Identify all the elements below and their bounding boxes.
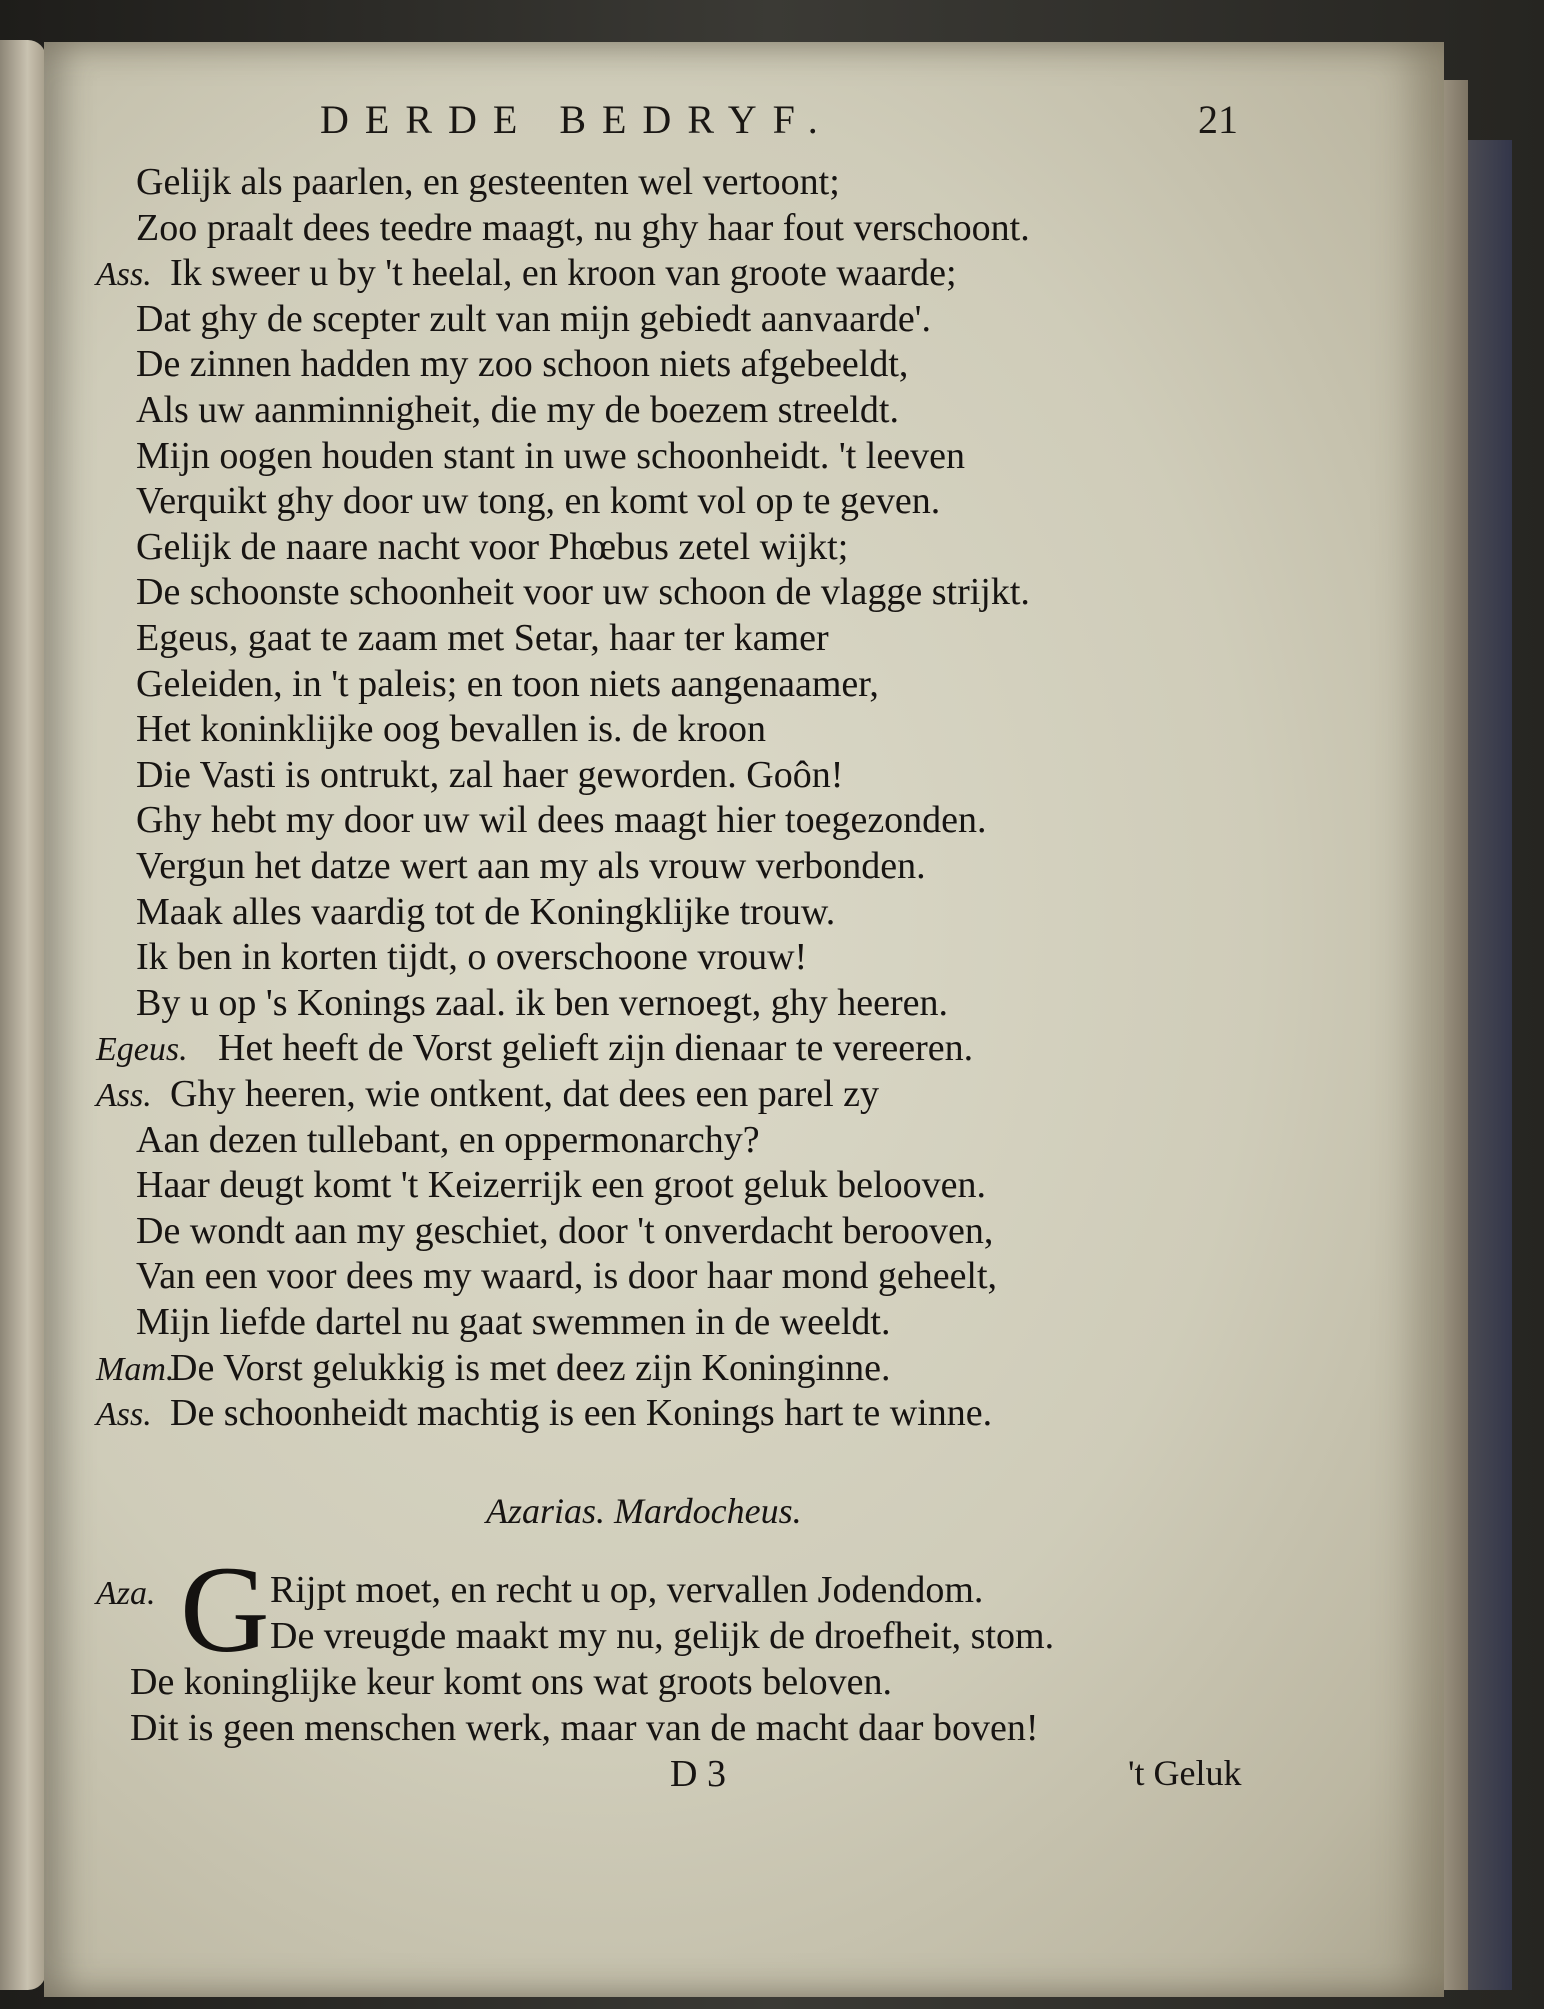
speaker-label: Ass. (96, 1396, 152, 1434)
verse-line: Aan dezen tullebant, en oppermonarchy? (136, 1118, 760, 1161)
verse-line: Mijn liefde dartel nu gaat swemmen in de weeldt. (136, 1301, 891, 1343)
verse-line: Het heeft de Vorst gelieft zijn dienaar te vereeren. (218, 1027, 974, 1070)
verse-line: Gelijk de naare nacht voor Phœbus zetel wijkt; (136, 525, 849, 568)
verse-line: Ghy hebt my door uw wil dees maagt hier toegezonden. (136, 799, 987, 842)
verse-line: De vreugde maakt my nu, gelijk de droefheit, stom. (270, 1615, 1055, 1657)
verse-line: De schoonste schoonheit voor uw schoon de vlagge strijkt. (136, 571, 1030, 614)
verse-line: Dit is geen menschen werk, maar van de macht daar boven! (130, 1707, 1039, 1749)
verse-line: Zoo praalt dees teedre maagt, nu ghy haar fout verschoont. (136, 206, 1030, 249)
verse-line: Egeus, gaat te zaam met Setar, haar ter kamer (136, 617, 829, 659)
speaker-label: Aza. (96, 1575, 156, 1612)
verse-line: Als uw aanminnigheit, die my de boezem streeldt. (136, 389, 899, 431)
signature-mark: D 3 (670, 1753, 726, 1795)
verse-line: Verquikt ghy door uw tong, en komt vol op te geven. (136, 480, 941, 523)
verse-line: Maak alles vaardig tot de Koningklijke trouw. (136, 890, 836, 933)
running-head: DERDE BEDRYF. (320, 97, 834, 142)
catchword: 't Geluk (1128, 1753, 1242, 1793)
verse-line: Mijn oogen houden stant in uwe schoonheidt. 't leeven (136, 434, 965, 477)
verse-line: Die Vasti is ontrukt, zal haer geworden. Goôn! (136, 753, 844, 796)
verse-line: Dat ghy de scepter zult van mijn gebiedt aanvaarde'. (136, 297, 932, 340)
verse-line: By u op 's Konings zaal. ik ben vernoegt, ghy heeren. (136, 981, 949, 1024)
verse-line: De Vorst gelukkig is met deez zijn Koninginne. (170, 1346, 891, 1389)
verse-line: Haar deugt komt 't Keizerrijk een groot geluk belooven. (136, 1164, 986, 1207)
verse-line: De koninglijke keur komt ons wat groots beloven. (130, 1661, 892, 1703)
verse-line: Van een voor dees my waard, is door haar mond geheelt, (136, 1255, 998, 1298)
verse-line: Het koninklijke oog bevallen is. de kroon (136, 708, 767, 751)
page-number: 21 (1198, 97, 1238, 142)
scene-heading: Azarias. Mardocheus. (486, 1491, 802, 1531)
speaker-label: Mam. (96, 1350, 175, 1388)
verse-line: Ghy heeren, wie ontkent, dat dees een parel zy (170, 1073, 880, 1115)
left-page-edge (0, 40, 46, 1990)
drop-capital: G (180, 1541, 270, 1678)
speaker-label: Ass. (96, 256, 152, 294)
speaker-label: Ass. (96, 1077, 152, 1114)
verse-line: Vergun het datze wert aan my als vrouw verbonden. (136, 845, 926, 887)
show-through-text (1174, 242, 1414, 1642)
verse-line: Ik ben in korten tijdt, o overschoone vrouw! (136, 936, 808, 979)
verse-line: De schoonheidt machtig is een Konings hart te winne. (170, 1392, 993, 1435)
verse-line: Ik sweer u by 't heelal, en kroon van groote waarde; (170, 252, 957, 295)
verse-line: De zinnen hadden my zoo schoon niets afgebeeldt, (136, 343, 909, 386)
verse-line: Rijpt moet, en recht u op, vervallen Jodendom. (270, 1569, 984, 1611)
verse-line: Geleiden, in 't paleis; en toon niets aangenaamer, (136, 662, 879, 705)
verse-line: Gelijk als paarlen, en gesteenten wel vertoont; (136, 161, 840, 203)
speaker-label: Egeus. (96, 1031, 188, 1069)
verse-line: De wondt aan my geschiet, door 't onverdacht berooven, (136, 1209, 994, 1252)
right-page-stack (1440, 80, 1468, 1990)
